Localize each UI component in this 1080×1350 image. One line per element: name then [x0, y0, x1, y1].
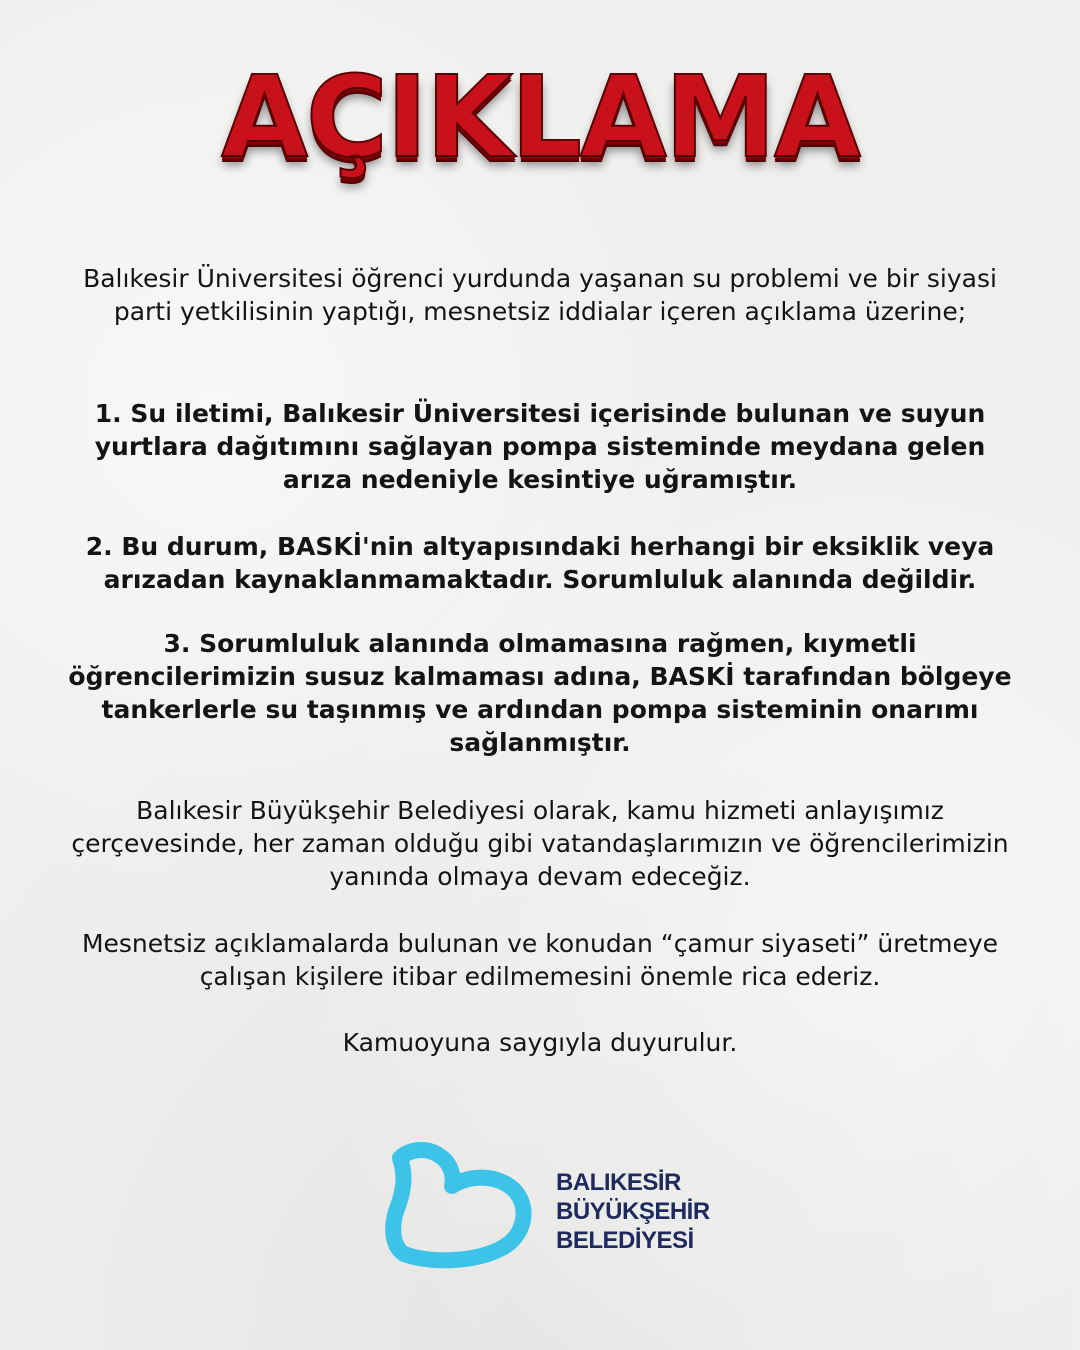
heart-logo-icon	[378, 1136, 538, 1276]
logo-wordmark	[556, 1168, 710, 1255]
logo-line-1: BALIKESİR	[556, 1169, 681, 1196]
municipality-logo	[378, 1136, 718, 1286]
point-1-paragraph: 1. Su iletimi, Balıkesir Üniversitesi içerisinde bulunan ve suyun yurtlara dağıtımını sağlayan pompa sisteminde meydana gelen arıza nedeniyle kesintiye uğramıştır.	[94, 399, 986, 494]
logo-line-2: BÜYÜKŞEHİR	[556, 1198, 710, 1225]
intro-paragraph: Balıkesir Üniversitesi öğrenci yurdunda yaşanan su problemi ve bir siyasi parti yetkilisinin yaptığı, mesnetsiz iddialar içeren açıklama üzerine;	[83, 264, 997, 326]
commitment-paragraph: Balıkesir Büyükşehir Belediyesi olarak, kamu hizmeti anlayışımız çerçevesinde, her zaman olduğu gibi vatandaşlarımızın ve öğrencilerimizin yanında olmaya devam edeceğiz.	[71, 796, 1009, 891]
logo-line-3: BELEDİYESİ	[556, 1227, 694, 1254]
closing-paragraph: Kamuoyuna saygıyla duyurulur.	[342, 1028, 738, 1057]
page-title: AÇIKLAMA	[221, 53, 859, 183]
point-2-paragraph: 2. Bu durum, BASKİ'nin altyapısındaki herhangi bir eksiklik veya arızadan kaynaklanmamaktadır. Sorumluluk alanında değildir.	[85, 532, 995, 594]
request-paragraph: Mesnetsiz açıklamalarda bulunan ve konudan “çamur siyaseti” üretmeye çalışan kişilere itibar edilmemesini önemle rica ederiz.	[81, 929, 999, 991]
point-3-paragraph: 3. Sorumluluk alanında olmamasına rağmen, kıymetli öğrencilerimizin susuz kalmaması adına, BASKİ tarafından bölgeye tankerlerle su taşınmış ve ardından pompa sisteminin onarımı sağlanmıştır.	[68, 629, 1012, 757]
